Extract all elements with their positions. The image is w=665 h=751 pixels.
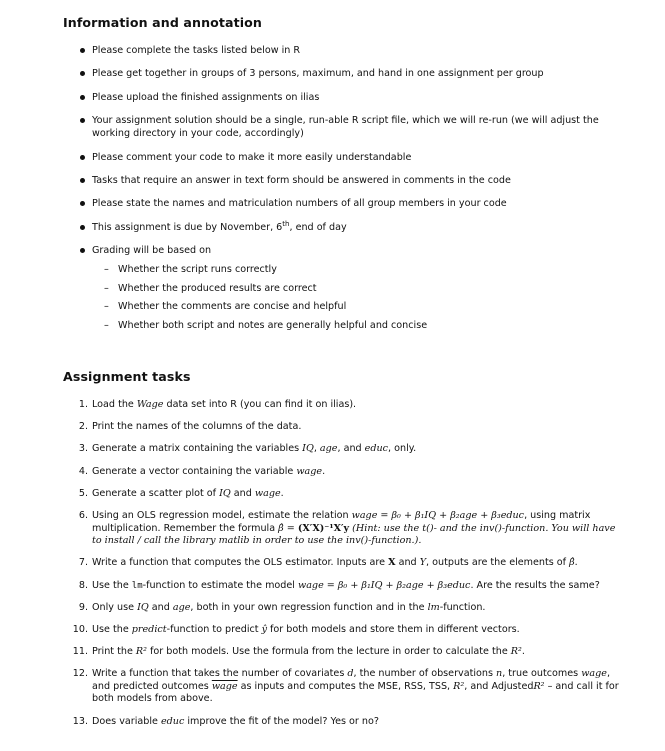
information-heading: Information and annotation: [63, 15, 262, 30]
task-number: 12.: [72, 668, 88, 680]
list-item: Your assignment solution should be a single, run-able R script file, which we will re-run (we will adjust the working directory in your code, accordingly): [80, 114, 620, 140]
task-text: Using an OLS regression model, estimate the relation: [92, 509, 352, 521]
list-item: Please state the names and matriculation numbers of all group members in your code: [80, 197, 620, 210]
task-text: Only use: [92, 601, 138, 613]
task-number: 6.: [78, 509, 88, 521]
task-text: -function to estimate the model: [142, 579, 298, 591]
regression-equation: wage = β₀ + β₁IQ + β₂age + β₃educ: [351, 509, 525, 521]
task-text: -function.: [439, 601, 486, 613]
task-text: , true outcomes: [502, 668, 582, 680]
code-text: lm: [131, 580, 143, 591]
task-text: , and Adjusted: [464, 680, 534, 692]
task-number: 2.: [78, 421, 88, 433]
task-text: and: [148, 601, 173, 613]
task-text: ,: [313, 443, 320, 455]
list-item: Please upload the finished assignments on ilias: [80, 91, 620, 104]
task-item-2: [72, 421, 620, 434]
task-text: Use the: [92, 579, 132, 591]
beta-hat: β̂ =: [278, 522, 298, 534]
task-number: 1.: [78, 399, 88, 410]
grading-criterion: – Whether the script runs correctly: [104, 263, 620, 276]
task-number: 4.: [78, 465, 88, 477]
task-item-1: [72, 399, 620, 412]
math-var: matlib: [218, 535, 250, 547]
math-var: n: [496, 668, 503, 680]
list-item-grading: [80, 244, 620, 332]
task-text: Generate a matrix containing the variables: [92, 443, 303, 455]
r-squared: R²: [510, 646, 522, 658]
hint-text: ()-function.).: [360, 535, 422, 547]
task-item-3: [72, 443, 620, 456]
task-item-12: [72, 668, 620, 706]
task-text: Print the: [92, 646, 136, 658]
grading-criterion: – Whether the produced results are correct: [104, 282, 620, 295]
task-text: and: [395, 557, 420, 569]
task-item-5: [72, 488, 620, 501]
task-item-7: [72, 557, 620, 570]
task-text: improve the fit of the model? Yes or no?: [184, 715, 379, 727]
task-text: Use the: [92, 623, 132, 635]
task-text: .: [280, 487, 284, 499]
task-item-13: [72, 716, 620, 729]
task-number: 9.: [78, 601, 88, 613]
task-number: 13.: [72, 715, 88, 727]
task-text: and: [230, 487, 255, 499]
r-squared: R²: [135, 646, 147, 658]
math-var: age: [319, 443, 338, 455]
task-text: , and predicted outcomes: [92, 668, 611, 692]
task-text: -function to predict: [166, 623, 262, 635]
task-item-4: [72, 466, 620, 479]
task-item-11: [72, 646, 620, 659]
task-text: .: [322, 465, 326, 477]
task-item-6: [72, 510, 620, 548]
task-text: , both in your own regression function and in the: [190, 601, 428, 613]
math-var: t: [422, 522, 427, 534]
task-text: , and: [337, 443, 365, 455]
task-text: , using matrix multiplication. Remember the formula: [92, 509, 591, 534]
math-var: lm: [427, 601, 440, 613]
task-number: 10.: [72, 623, 88, 635]
task-item-8: [72, 580, 620, 593]
task-text: as inputs and computes the MSE, RSS, TSS,: [237, 680, 454, 692]
y-hat: ŷ: [261, 623, 267, 635]
math-var: IQ: [137, 601, 149, 613]
task-text: , only.: [388, 443, 417, 455]
due-text-end: , end of day: [289, 221, 347, 233]
grading-label: Grading will be based on: [92, 245, 212, 257]
r-squared: R²: [533, 680, 545, 692]
math-var: predict: [131, 623, 167, 635]
grading-criterion: – Whether the comments are concise and helpful: [104, 300, 620, 313]
task-number: 11.: [72, 646, 88, 658]
hint-text: ()-function. You will have to install / call the library: [92, 522, 616, 547]
task-text: Generate a scatter plot of: [92, 487, 220, 499]
wage-hat: wage: [211, 680, 238, 692]
task-text: – and call it for both models from above.: [92, 680, 619, 705]
math-var: wage: [296, 465, 323, 477]
task-text: Does variable: [92, 715, 161, 727]
math-var: wage: [581, 668, 607, 680]
hint-text: ()- and the: [426, 522, 480, 534]
task-text: . Are the results the same?: [470, 579, 600, 591]
math-var: IQ: [219, 487, 231, 499]
math-var: IQ: [302, 443, 314, 455]
r-squared: R²: [453, 680, 465, 692]
task-number: 5.: [78, 487, 88, 499]
hint-text: (Hint: use the: [349, 522, 423, 534]
task-number: 8.: [78, 579, 88, 591]
task-list: [72, 399, 620, 738]
assignment-tasks-heading: Assignment tasks: [63, 369, 191, 384]
math-var: inv: [345, 535, 361, 547]
beta-hat: β̂: [569, 557, 575, 569]
task-text: Load the: [92, 399, 137, 410]
math-var: Y: [419, 557, 427, 569]
regression-equation: wage = β₀ + β₁IQ + β₂age + β₃educ: [298, 579, 471, 591]
grading-criterion: – Whether both script and notes are generally helpful and concise: [104, 319, 620, 332]
task-text: Write a function that takes the number of covariates: [92, 668, 348, 680]
task-text: data set into R (you can find it on ilias).: [163, 399, 357, 410]
math-var: inv: [479, 522, 495, 534]
task-number: 3.: [78, 443, 88, 455]
task-text-italic: Wage: [136, 399, 164, 410]
task-text: Print the names of the columns of the data.: [92, 421, 302, 433]
math-var: age: [172, 601, 191, 613]
grading-criteria-list: [92, 263, 620, 332]
list-item-due-date: [80, 221, 620, 234]
hint-text: in order to use the: [249, 535, 346, 547]
math-var: wage: [254, 487, 281, 499]
information-list: [80, 44, 620, 342]
due-superscript: th: [282, 219, 290, 228]
list-item: Tasks that require an answer in text form should be answered in comments in the code: [80, 174, 620, 187]
task-number: 7.: [78, 557, 88, 569]
task-text: for both models and store them in different vectors.: [267, 623, 520, 635]
task-text: .: [521, 646, 525, 658]
math-var: educ: [364, 443, 389, 455]
list-item: Please complete the tasks listed below in R: [80, 44, 620, 57]
list-item: Please get together in groups of 3 persons, maximum, and hand in one assignment per group: [80, 67, 620, 80]
task-text: Generate a vector containing the variable: [92, 465, 297, 477]
task-text: , the number of observations: [353, 668, 496, 680]
math-var: educ: [160, 715, 185, 727]
task-item-9: [72, 602, 620, 615]
math-var: X: [388, 557, 396, 569]
task-text: for both models. Use the formula from the lecture in order to calculate the: [147, 646, 511, 658]
math-var: d: [347, 668, 354, 680]
due-text: This assignment is due by November, 6: [92, 221, 283, 233]
task-text: .: [574, 557, 578, 569]
ols-formula: (X′X)⁻¹X′y: [297, 522, 350, 534]
task-item-10: [72, 624, 620, 637]
task-text: Write a function that computes the OLS estimator. Inputs are: [92, 557, 389, 569]
task-text: , outputs are the elements of: [426, 557, 570, 569]
list-item: Please comment your code to make it more easily understandable: [80, 151, 620, 164]
